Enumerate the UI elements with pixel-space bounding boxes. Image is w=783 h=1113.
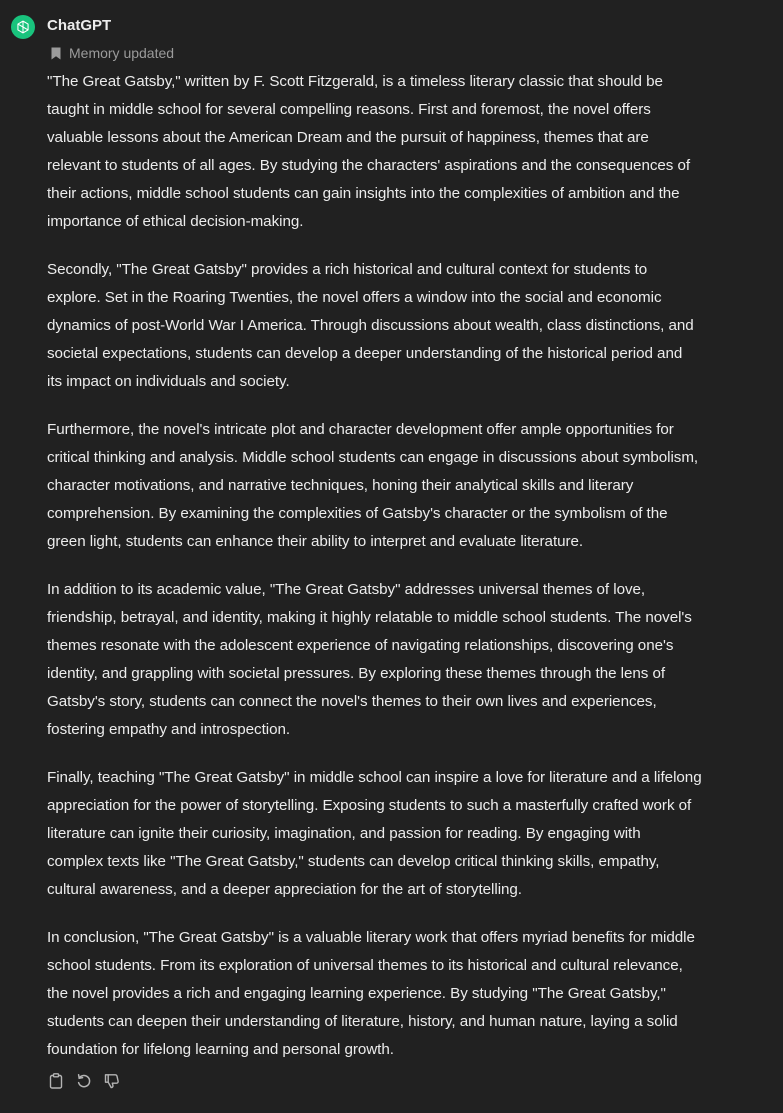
paragraph: Finally, teaching "The Great Gatsby" in middle school can inspire a love for literature and a lifelong appreciation for the power of storytelling. Exposing students to such a masterfully crafted work of literature can ignite their curiosity, imagination, and passion for reading. By engaging with complex texts like "The Great Gatsby," students can develop critical thinking skills, empathy, cultural awareness, and a deeper appreciation for the art of storytelling. bbox=[47, 769, 702, 898]
paragraph: "The Great Gatsby," written by F. Scott Fitzgerald, is a timeless literary classic that should be taught in middle school for several compelling reasons. First and foremost, the novel offers valuable lessons about the American Dream and the pursuit of happiness, themes that are relevant to students of all ages. By studying the characters' aspirations and the consequences of their actions, middle school students can gain insights into the complexities of ambition and the importance of ethical decision-making. bbox=[47, 73, 691, 230]
message-actions bbox=[47, 1071, 121, 1091]
paragraph: In conclusion, "The Great Gatsby" is a valuable literary work that offers myriad benefits for middle school students. From its exploration of universal themes to its historical and cultural relevance, the novel provides a rich and engaging learning experience. By studying "The Great Gatsby," students can deepen their understanding of literature, history, and human nature, laying a solid foundation for lifelong learning and personal growth. bbox=[47, 929, 695, 1058]
thumbs-down-button[interactable] bbox=[103, 1071, 121, 1091]
copy-icon bbox=[49, 1073, 63, 1089]
bookmark-icon bbox=[50, 47, 62, 60]
regenerate-button[interactable] bbox=[75, 1071, 93, 1091]
regenerate-icon bbox=[76, 1073, 92, 1089]
paragraph: In addition to its academic value, "The Great Gatsby" addresses universal themes of love, friendship, betrayal, and identity, making it highly relatable to middle school students. The novel's themes resonate with the adolescent experience of navigating relationships, discovering one's identity, and grappling with societal pressures. By exploring these themes through the lens of Gatsby's story, students can connect the novel's themes to their own lives and experiences, fostering empathy and introspection. bbox=[47, 581, 692, 738]
memory-updated-indicator[interactable] bbox=[50, 43, 174, 63]
paragraph: Furthermore, the novel's intricate plot and character development offer ample opportunities for critical thinking and analysis. Middle school students can engage in discussions about symbolism, character motivations, and narrative techniques, honing their analytical skills and literary comprehension. By examining the complexities of Gatsby's character or the symbolism of the green light, students can enhance their ability to interpret and evaluate literature. bbox=[47, 421, 699, 550]
chatgpt-avatar bbox=[11, 15, 35, 39]
copy-button[interactable] bbox=[47, 1071, 65, 1091]
openai-logo-icon bbox=[15, 19, 31, 35]
paragraph: Secondly, "The Great Gatsby" provides a rich historical and cultural context for students to explore. Set in the Roaring Twenties, the novel offers a window into the social and economic dynamics of post-World War I America. Through discussions about wealth, class distinctions, and societal expectations, students can develop a deeper understanding of the historical period and its impact on individuals and society. bbox=[47, 261, 694, 390]
thumbs-down-icon bbox=[104, 1073, 120, 1089]
message-author: ChatGPT bbox=[47, 17, 112, 34]
message-content bbox=[47, 68, 747, 1084]
memory-updated-label: Memory updated bbox=[69, 45, 175, 61]
